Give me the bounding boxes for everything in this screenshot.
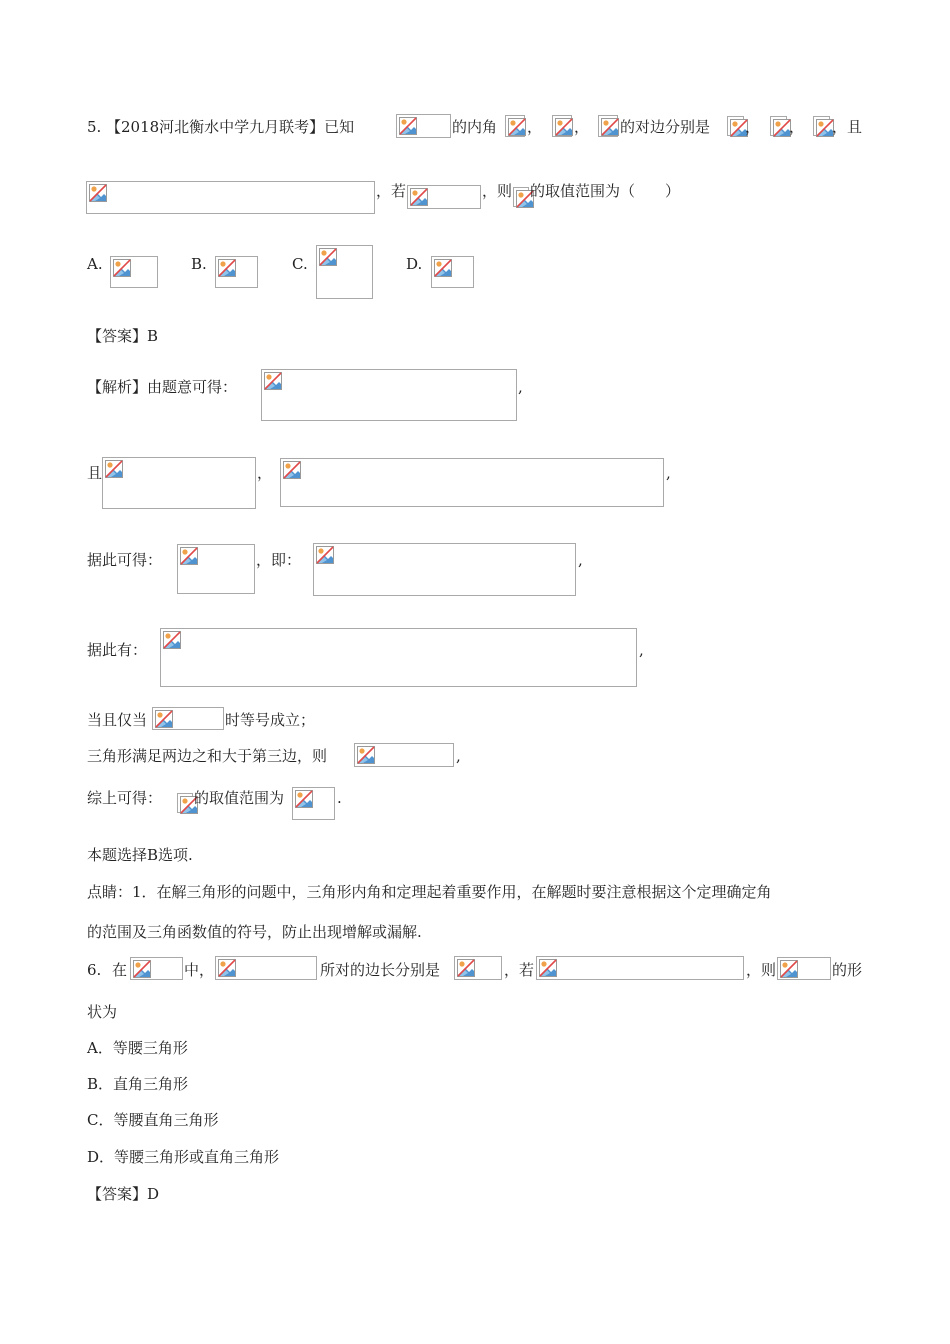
q5-text: 当且仅当: [87, 711, 148, 729]
option-d-image: [431, 256, 474, 288]
formula-image: [505, 115, 525, 137]
option-d: D．等腰三角形或直角三角形: [87, 1148, 280, 1166]
formula-image: [313, 543, 576, 596]
broken-image-icon: [316, 546, 334, 564]
broken-image-icon: [508, 118, 526, 136]
q5-text: 本题选择B选项.: [87, 846, 193, 864]
broken-image-icon: [410, 188, 428, 206]
formula-image: [261, 369, 517, 421]
q5-number: 5.: [87, 118, 102, 136]
q5-text: 三角形满足两边之和大于第三边，则: [87, 747, 328, 765]
broken-image-icon: [295, 790, 313, 808]
broken-image-icon: [457, 959, 475, 977]
q5-comma: ，: [574, 118, 590, 136]
broken-image-icon: [319, 248, 337, 266]
broken-image-icon: [357, 746, 375, 764]
q5-text: 的取值范围为（ ）: [530, 182, 681, 200]
formula-image: [130, 957, 183, 980]
broken-image-icon: [218, 959, 236, 977]
q5-text: 据此可得：: [87, 551, 163, 569]
punctuation: ,: [666, 464, 671, 482]
answer-label: 【答案】D: [87, 1185, 160, 1203]
formula-image: [152, 707, 224, 730]
q5-text: 且: [87, 464, 103, 482]
option-d-label: D.: [406, 255, 423, 273]
formula-image: [770, 116, 787, 136]
q5-text: 的取值范围为: [194, 789, 285, 807]
analysis-heading: 【解析】由题意可得：: [87, 378, 238, 396]
option-c-label: C.: [292, 255, 308, 273]
broken-image-icon: [283, 461, 301, 479]
option-a-image: [110, 256, 158, 288]
broken-image-icon: [89, 184, 107, 202]
option-a-label: A.: [87, 255, 103, 273]
broken-image-icon: [180, 547, 198, 565]
broken-image-icon: [218, 259, 236, 277]
broken-image-icon: [539, 959, 557, 977]
q5-text: ，且: [832, 118, 863, 136]
q6-text: 状为: [87, 1003, 118, 1021]
q5-source: 【2018河北衡水中学九月联考】已知: [106, 118, 355, 136]
formula-image: [354, 743, 454, 767]
q5-text: 综上可得：: [87, 789, 163, 807]
formula-image: [177, 793, 193, 813]
formula-image: [598, 115, 618, 137]
q5-text: ，则: [482, 182, 513, 200]
q6-text: 在: [112, 961, 128, 979]
punctuation: ,: [639, 641, 644, 659]
q5-text: 的内角: [452, 118, 498, 136]
formula-image: [177, 544, 255, 594]
broken-image-icon: [133, 960, 151, 978]
formula-image: [727, 116, 744, 136]
q6-text: ，则: [746, 961, 777, 979]
q5-comma: ，: [789, 118, 805, 136]
q6-number: 6.: [87, 961, 102, 979]
broken-image-icon: [105, 460, 123, 478]
q6-text: 的形: [832, 961, 863, 979]
broken-image-icon: [155, 710, 173, 728]
q6-text: 中，: [184, 961, 215, 979]
option-c-image: [316, 245, 373, 299]
option-b: B．直角三角形: [87, 1075, 189, 1093]
q5-text: 时等号成立；: [225, 711, 316, 729]
q5-comma: ，: [527, 118, 543, 136]
formula-image: [102, 457, 256, 509]
formula-image: [160, 628, 637, 687]
punctuation: ，: [257, 464, 273, 482]
formula-image: [454, 956, 502, 980]
punctuation: ,: [518, 378, 523, 396]
formula-image: [86, 181, 375, 214]
formula-image: [407, 185, 481, 209]
option-b-image: [215, 256, 258, 288]
q6-text: ，若: [504, 961, 535, 979]
punctuation: ,: [456, 747, 461, 765]
option-c: C．等腰直角三角形: [87, 1111, 219, 1129]
q5-text: ，即：: [256, 551, 302, 569]
note-text: 点睛：1．在解三角形的问题中，三角形内角和定理起着重要作用，在解题时要注意根据这个定理确定角: [87, 883, 772, 901]
formula-image: [513, 187, 529, 207]
formula-image: [215, 956, 317, 980]
q5-text: 的对边分别是: [620, 118, 711, 136]
q5-comma: ，: [745, 118, 761, 136]
formula-image: [552, 115, 572, 137]
broken-image-icon: [399, 117, 417, 135]
note-text: 的范围及三角函数值的符号，防止出现增解或漏解.: [87, 923, 422, 941]
formula-image: [396, 114, 451, 138]
broken-image-icon: [163, 631, 181, 649]
answer-label: 【答案】B: [87, 327, 159, 345]
punctuation: ,: [578, 551, 583, 569]
formula-image: [280, 458, 664, 507]
q6-text: 所对的边长分别是: [320, 961, 441, 979]
formula-image: [536, 956, 744, 980]
broken-image-icon: [113, 259, 131, 277]
broken-image-icon: [555, 118, 573, 136]
broken-image-icon: [264, 372, 282, 390]
broken-image-icon: [601, 118, 619, 136]
formula-image: [292, 787, 335, 820]
broken-image-icon: [434, 259, 452, 277]
option-b-label: B.: [191, 255, 207, 273]
broken-image-icon: [780, 960, 798, 978]
punctuation: .: [337, 789, 342, 807]
option-a: A．等腰三角形: [87, 1039, 188, 1057]
q5-text: 据此有：: [87, 641, 148, 659]
q5-text: ，若: [376, 182, 407, 200]
formula-image: [777, 957, 831, 980]
formula-image: [813, 116, 830, 136]
